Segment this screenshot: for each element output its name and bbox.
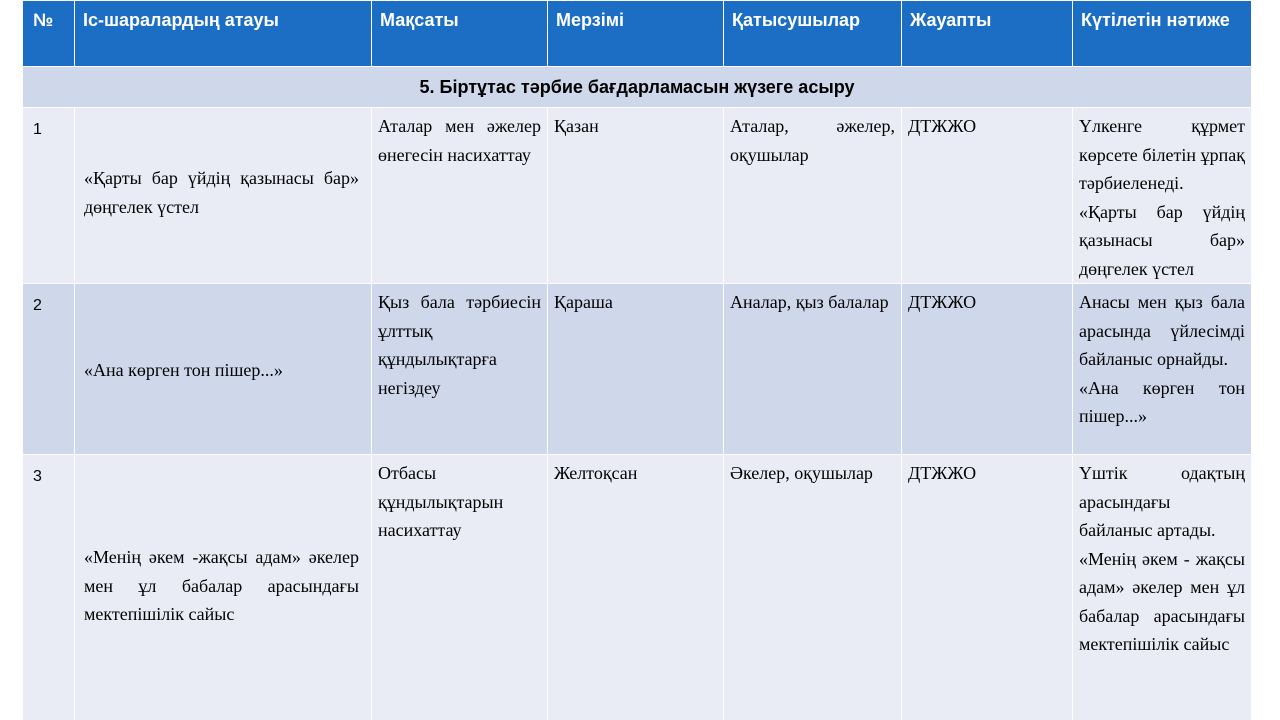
row-result bbox=[1073, 455, 1252, 720]
row-participants: Аналар, қыз балалар bbox=[724, 284, 902, 455]
header-responsible: Жауапты bbox=[902, 1, 1073, 67]
row-num: 2 bbox=[23, 284, 75, 455]
header-result: Күтілетін нәтиже bbox=[1073, 1, 1252, 67]
row-result-event: «Ана көрген тон пішер...» bbox=[1079, 377, 1245, 426]
row-responsible: ДТЖЖО bbox=[902, 108, 1073, 284]
row-participants: Әкелер, оқушылар bbox=[724, 455, 902, 720]
row-num: 1 bbox=[23, 108, 75, 284]
row-responsible: ДТЖЖО bbox=[902, 455, 1073, 720]
row-participants: Аталар, әжелер, оқушылар bbox=[724, 108, 902, 284]
section-title: 5. Біртұтас тәрбие бағдарламасын жүзеге асыру bbox=[23, 67, 1252, 108]
row-name: «Қарты бар үйдің қазынасы бар» дөңгелек үстел bbox=[75, 108, 372, 284]
header-goal: Мақсаты bbox=[372, 1, 548, 67]
row-goal: Отбасы құндылықтарын насихаттау bbox=[372, 455, 548, 720]
row-result bbox=[1073, 284, 1252, 455]
row-term: Қараша bbox=[548, 284, 724, 455]
header-row bbox=[23, 1, 1252, 67]
table-row bbox=[23, 455, 1252, 720]
row-name: «Менің әкем -жақсы адам» әкелер мен ұл бабалар арасындағы мектепішілік сайыс bbox=[75, 455, 372, 720]
row-goal: Аталар мен әжелер өнегесін насихаттау bbox=[372, 108, 548, 284]
row-goal: Қыз бала тәрбиесін ұлттық құндылықтарға негіздеу bbox=[372, 284, 548, 455]
row-result-event: «Қарты бар үйдің қазынасы бар» дөңгелек үстел bbox=[1079, 201, 1245, 279]
header-term: Мерзімі bbox=[548, 1, 724, 67]
table-row bbox=[23, 108, 1252, 284]
row-responsible: ДТЖЖО bbox=[902, 284, 1073, 455]
row-result bbox=[1073, 108, 1252, 284]
row-term: Желтоқсан bbox=[548, 455, 724, 720]
plan-table bbox=[22, 0, 1251, 720]
row-term: Қазан bbox=[548, 108, 724, 284]
row-name: «Ана көрген тон пішер...» bbox=[75, 284, 372, 455]
section-row bbox=[23, 67, 1252, 108]
table-row bbox=[23, 284, 1252, 455]
header-num: № bbox=[23, 1, 75, 67]
row-num: 3 bbox=[23, 455, 75, 720]
plan-table-container bbox=[22, 0, 1251, 720]
row-result-text: Анасы мен қыз бала арасында үйлесімді байланыс орнайды. bbox=[1079, 292, 1245, 369]
row-result-event: «Менің әкем - жақсы адам» әкелер мен ұл бабалар арасындағы мектепішілік сайыс bbox=[1079, 548, 1245, 654]
header-participants: Қатысушылар bbox=[724, 1, 902, 67]
row-result-text: Үлкенге құрмет көрсете білетін ұрпақ тәрбиеленеді. bbox=[1079, 116, 1245, 193]
header-name: Іс-шаралардың атауы bbox=[75, 1, 372, 67]
row-result-text: Үштік одақтың арасындағы байланыс артады. bbox=[1079, 463, 1245, 540]
